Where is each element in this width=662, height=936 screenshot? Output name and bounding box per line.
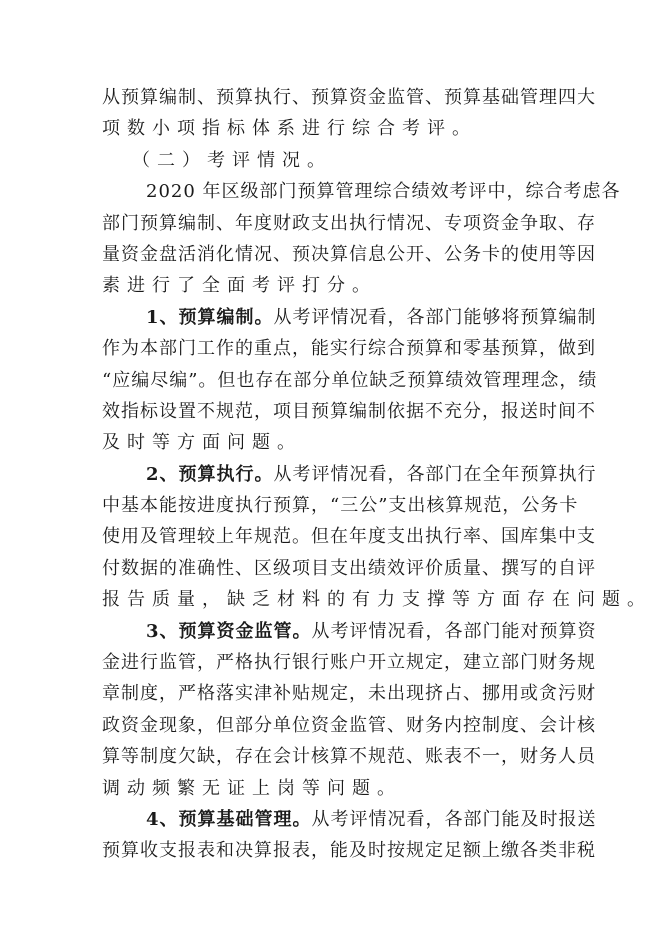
- line-text: 中基本能按进度执行预算，“三公”支出核算规范，公务卡: [102, 495, 579, 517]
- line-text: 付数据的准确性、区级项目支出绩效评价质量、撰写的自评: [102, 557, 596, 579]
- line-text: 调动频繁无证上岗等问题。: [102, 777, 402, 799]
- text-line: [102, 773, 560, 804]
- text-line: [102, 741, 596, 772]
- text-line: [102, 176, 621, 207]
- line-text: 章制度，严格落实津补贴规定，未出现挤占、挪用或贪污财: [102, 683, 596, 705]
- text-line: [102, 208, 596, 239]
- line-text: 作为本部门工作的重点，能实行综合预算和零基预算，做到: [102, 338, 596, 360]
- text-line: [102, 521, 596, 552]
- line-text: 素进行了全面考评打分。: [102, 275, 377, 297]
- text-line: [102, 270, 560, 301]
- text-line: [102, 365, 598, 396]
- line-text: 政资金现象，但部分单位资金监管、财务内控制度、会计核: [102, 714, 596, 736]
- line-text: 算等制度欠缺，存在会计核算不规范、账表不一，财务人员: [102, 746, 596, 768]
- section-heading: 4、预算基础管理。: [146, 808, 312, 830]
- line-text: 及时等方面问题。: [102, 432, 302, 454]
- line-text: 从考评情况看，各部门能及时报送: [311, 808, 597, 830]
- section-heading: 3、预算资金监管。: [146, 620, 312, 642]
- document-page: [102, 82, 652, 867]
- text-line: [102, 835, 596, 866]
- line-text: 2020 年区级部门预算管理综合绩效考评中，综合考虑各: [146, 181, 621, 203]
- line-text: （二）考评情况。: [132, 149, 332, 171]
- text-line: [102, 82, 596, 113]
- text-line: [102, 553, 596, 584]
- text-line: [102, 490, 579, 521]
- text-line: [102, 427, 560, 458]
- line-text: 从考评情况看，各部门能对预算资: [311, 620, 597, 642]
- text-line: [102, 678, 596, 709]
- line-text: 预算收支报表和决算报表，能及时按规定足额上缴各类非税: [102, 840, 596, 862]
- line-text: 从预算编制、预算执行、预算资金监管、预算基础管理四大: [102, 87, 596, 108]
- line-text: 项数小项指标体系进行综合考评。: [102, 118, 477, 140]
- text-line: [102, 459, 597, 490]
- section-heading: 1、预算编制。: [146, 306, 274, 328]
- line-text: “应编尽编”。但也存在部分单位缺乏预算绩效管理理念，绩: [102, 369, 598, 391]
- line-text: 使用及管理较上年规范。但在年度支出执行率、国库集中支: [102, 526, 596, 548]
- text-line: [102, 113, 560, 144]
- section-heading: 2、预算执行。: [146, 463, 274, 485]
- text-line: [102, 710, 596, 741]
- text-line: [102, 616, 597, 647]
- text-line: [102, 647, 596, 678]
- line-text: 报告质量，缺乏材料的有力支撑等方面存在问题。: [102, 589, 652, 611]
- line-text: 金进行监管，严格执行银行账户开立规定，建立部门财务规: [102, 652, 596, 674]
- text-line: [102, 145, 560, 176]
- text-line: [102, 302, 597, 333]
- text-line: [102, 804, 597, 835]
- text-line: [102, 396, 596, 427]
- text-line: [102, 239, 596, 270]
- line-text: 从考评情况看，各部门能够将预算编制: [273, 306, 597, 328]
- text-line: [102, 333, 596, 364]
- text-line: [102, 584, 652, 615]
- line-text: 效指标设置不规范，项目预算编制依据不充分，报送时间不: [102, 400, 596, 422]
- line-text: 部门预算编制、年度财政支出执行情况、专项资金争取、存: [102, 212, 596, 234]
- line-text: 量资金盘活消化情况、预决算信息公开、公务卡的使用等因: [102, 243, 596, 265]
- line-text: 从考评情况看，各部门在全年预算执行: [273, 463, 597, 485]
